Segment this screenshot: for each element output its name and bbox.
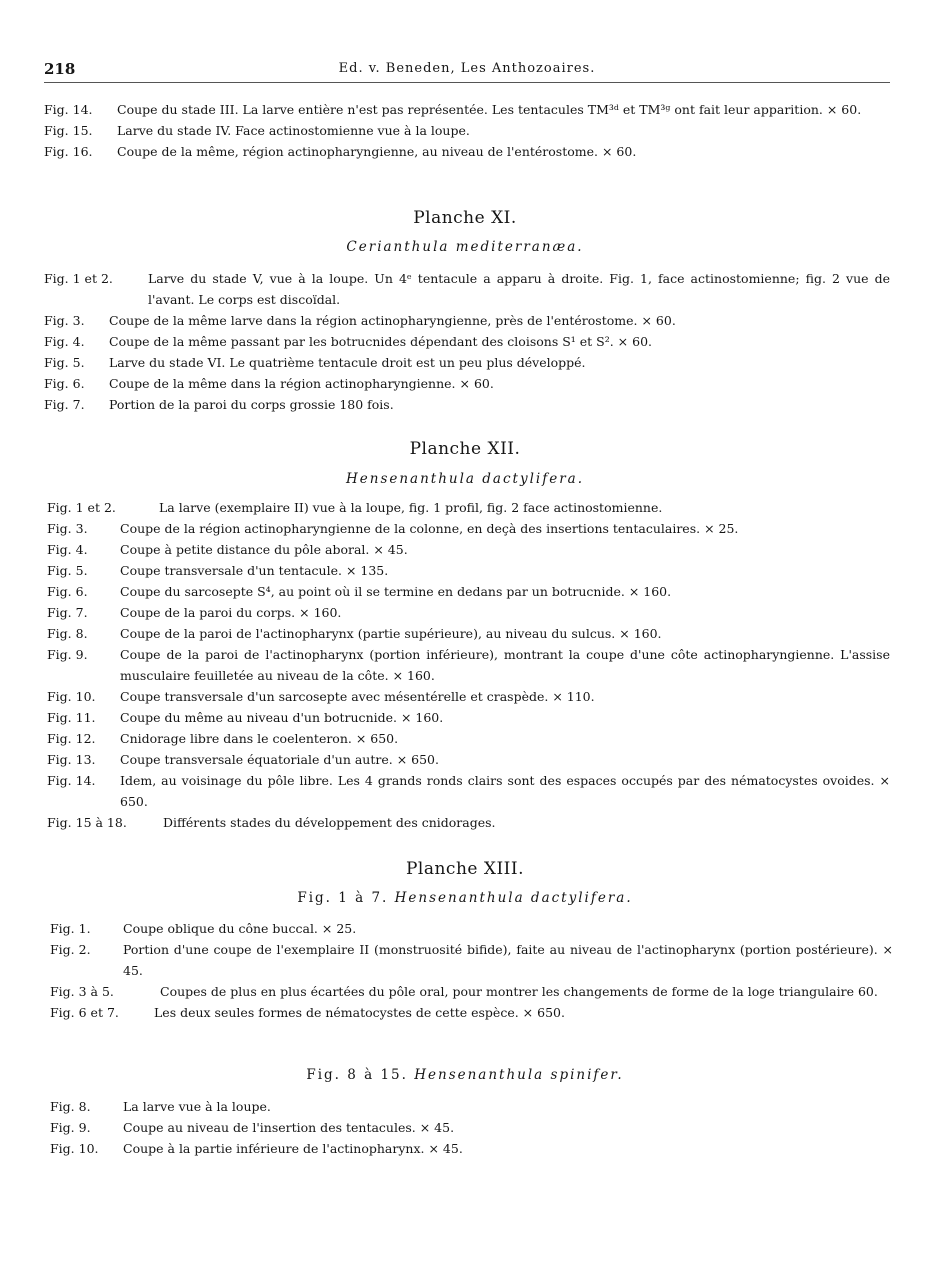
fig-label: Fig. 1 et 2. — [44, 271, 113, 286]
fig-text: Coupe à la partie inférieure de l'actinopharynx. ⨯ 45. — [123, 1141, 463, 1156]
caption-entry — [47, 518, 890, 539]
fig-text: Coupe du stade III. La larve entière n'est pas représentée. Les tentacules TM³ᵈ et TM³ᵍ ont fait leur apparition. ⨯ 60. — [117, 102, 862, 117]
fig-label: Fig. 15. — [44, 123, 93, 138]
fig-label: Fig. 7. — [47, 605, 88, 620]
fig-label: Fig. 1. — [50, 921, 91, 936]
fig-text: Coupe à petite distance du pôle aboral. ⨯ 45. — [120, 542, 408, 557]
caption-entry — [44, 352, 890, 373]
plate-xi-entries — [44, 268, 890, 415]
figure-range: Fig. 8 à 15. — [306, 1067, 408, 1083]
fig-text: Coupe du même au niveau d'un botrucnide. ⨯ 160. — [120, 710, 444, 725]
species-name: Cerianthula mediterranæa. — [346, 239, 584, 255]
fig-label: Fig. 6 et 7. — [50, 1005, 119, 1020]
caption-entry — [50, 1138, 893, 1159]
fig-label: Fig. 9. — [50, 1120, 91, 1135]
caption-entry — [47, 770, 890, 812]
caption-entry — [47, 581, 890, 602]
fig-label: Fig. 6. — [44, 376, 85, 391]
caption-entry — [44, 394, 890, 415]
caption-entry — [44, 99, 890, 120]
fig-text: Coupe du sarcosepte S⁴, au point où il se termine en dedans par un botrucnide. ⨯ 160. — [120, 584, 672, 599]
fig-text: Différents stades du développement des cnidorages. — [163, 815, 496, 830]
fig-label: Fig. 14. — [47, 773, 96, 788]
fig-label: Fig. 5. — [44, 355, 85, 370]
fig-text: Coupe de la même larve dans la région actinopharyngienne, près de l'entérostome. ⨯ 60. — [109, 313, 676, 328]
fig-text: Coupe de la même passant par les botrucnides dépendant des cloisons S¹ et S². ⨯ 60. — [109, 334, 652, 349]
plate-xiii-entries-1 — [50, 918, 893, 1023]
fig-label: Fig. 3. — [44, 313, 85, 328]
caption-entry — [47, 602, 890, 623]
fig-label: Fig. 3 à 5. — [50, 984, 114, 999]
caption-entry — [50, 981, 893, 1002]
fig-text: Portion d'une coupe de l'exemplaire II (monstruosité bifide), faite au niveau de l'actinopharynx (portion postérieure). ⨯ 45. — [123, 942, 893, 978]
caption-entry — [47, 644, 890, 686]
fig-label: Fig. 14. — [44, 102, 93, 117]
species-name: Hensenanthula dactylifera. — [345, 471, 584, 487]
caption-entry — [44, 141, 890, 162]
caption-entry — [44, 373, 890, 394]
fig-label: Fig. 4. — [44, 334, 85, 349]
page-header — [44, 58, 890, 83]
fig-label: Fig. 8. — [50, 1099, 91, 1114]
fig-text: Portion de la paroi du corps grossie 180 fois. — [109, 397, 394, 412]
caption-entry — [50, 1002, 893, 1023]
caption-entry — [47, 539, 890, 560]
plate-subheading — [0, 890, 930, 906]
fig-text: Coupe transversale d'un tentacule. ⨯ 135. — [120, 563, 389, 578]
fig-text: Cnidorage libre dans le coelenteron. ⨯ 650. — [120, 731, 399, 746]
plate-xii-entries — [47, 497, 890, 833]
caption-entry — [50, 918, 893, 939]
plate-title: Planche XI. — [413, 208, 517, 228]
fig-text: Coupe de la paroi de l'actinopharynx (portion inférieure), montrant la coupe d'une côte actinopharyngienne. L'assise musculaire feuilletée au niveau de la côte. ⨯ 160. — [120, 647, 890, 683]
plate-species — [0, 239, 930, 255]
fig-label: Fig. 7. — [44, 397, 85, 412]
fig-text: Idem, au voisinage du pôle libre. Les 4 grands ronds clairs sont des espaces occupés par des nématocystes ovoides. ⨯ 650. — [120, 773, 890, 809]
page-number: 218 — [44, 60, 76, 78]
fig-label: Fig. 11. — [47, 710, 96, 725]
caption-entry — [44, 268, 890, 310]
fig-text: Larve du stade IV. Face actinostomienne vue à la loupe. — [117, 123, 470, 138]
fig-label: Fig. 12. — [47, 731, 96, 746]
fig-label: Fig. 16. — [44, 144, 93, 159]
caption-entry — [50, 1096, 893, 1117]
caption-entry — [47, 707, 890, 728]
caption-entry — [47, 749, 890, 770]
fig-text: Coupe de la paroi de l'actinopharynx (partie supérieure), au niveau du sulcus. ⨯ 160. — [120, 626, 662, 641]
fig-label: Fig. 10. — [50, 1141, 99, 1156]
caption-entry — [44, 310, 890, 331]
caption-entry — [47, 623, 890, 644]
species-name: Hensenanthula dactylifera. — [394, 890, 633, 906]
fig-label: Fig. 4. — [47, 542, 88, 557]
fig-label: Fig. 6. — [47, 584, 88, 599]
fig-label: Fig. 10. — [47, 689, 96, 704]
fig-text: La larve vue à la loupe. — [123, 1099, 271, 1114]
plate-title: Planche XII. — [409, 439, 521, 459]
plate-title: Planche XIII. — [405, 859, 525, 879]
fig-text: Coupe transversale d'un sarcosepte avec mésentérelle et craspède. ⨯ 110. — [120, 689, 595, 704]
fig-label: Fig. 8. — [47, 626, 88, 641]
caption-entry — [47, 497, 890, 518]
plate-subheading — [0, 1067, 930, 1083]
fig-label: Fig. 1 et 2. — [47, 500, 116, 515]
top-entries — [44, 99, 890, 162]
fig-text: Larve du stade V, vue à la loupe. Un 4ᵉ tentacule a apparu à droite. Fig. 1, face actinostomienne; fig. 2 vue de l'avant. Le corps est discoïdal. — [148, 271, 890, 307]
caption-entry — [50, 939, 893, 981]
caption-entry — [44, 120, 890, 141]
fig-label: Fig. 15 à 18. — [47, 815, 127, 830]
caption-entry — [47, 728, 890, 749]
running-title: Ed. v. Beneden, Les Anthozoaires. — [338, 61, 596, 76]
caption-entry — [47, 686, 890, 707]
fig-label: Fig. 5. — [47, 563, 88, 578]
plate-xiii-entries-2 — [50, 1096, 893, 1159]
fig-text: Coupe transversale équatoriale d'un autre. ⨯ 650. — [120, 752, 439, 767]
fig-text: Coupe au niveau de l'insertion des tentacules. ⨯ 45. — [123, 1120, 455, 1135]
plate-species — [0, 471, 930, 487]
fig-label: Fig. 13. — [47, 752, 96, 767]
figure-range: Fig. 1 à 7. — [297, 890, 389, 906]
caption-entry — [50, 1117, 893, 1138]
fig-text: Les deux seules formes de nématocystes de cette espèce. ⨯ 650. — [154, 1005, 565, 1020]
fig-text: Larve du stade VI. Le quatrième tentacule droit est un peu plus développé. — [109, 355, 586, 370]
species-name: Hensenanthula spinifer. — [414, 1067, 624, 1083]
fig-text: Coupe de la même dans la région actinopharyngienne. ⨯ 60. — [109, 376, 494, 391]
fig-label: Fig. 9. — [47, 647, 88, 662]
fig-text: La larve (exemplaire II) vue à la loupe, fig. 1 profil, fig. 2 face actinostomienne. — [159, 500, 663, 515]
fig-text: Coupe de la même, région actinopharyngienne, au niveau de l'entérostome. ⨯ 60. — [117, 144, 637, 159]
fig-label: Fig. 2. — [50, 942, 91, 957]
caption-entry — [44, 331, 890, 352]
fig-text: Coupe oblique du cône buccal. ⨯ 25. — [123, 921, 357, 936]
fig-text: Coupe de la région actinopharyngienne de la colonne, en deçà des insertions tentaculaires. ⨯ 25. — [120, 521, 739, 536]
fig-label: Fig. 3. — [47, 521, 88, 536]
fig-text: Coupes de plus en plus écartées du pôle oral, pour montrer les changements de forme de la loge triangulaire 60. — [160, 984, 878, 999]
caption-entry — [47, 560, 890, 581]
caption-entry — [47, 812, 890, 833]
fig-text: Coupe de la paroi du corps. ⨯ 160. — [120, 605, 342, 620]
